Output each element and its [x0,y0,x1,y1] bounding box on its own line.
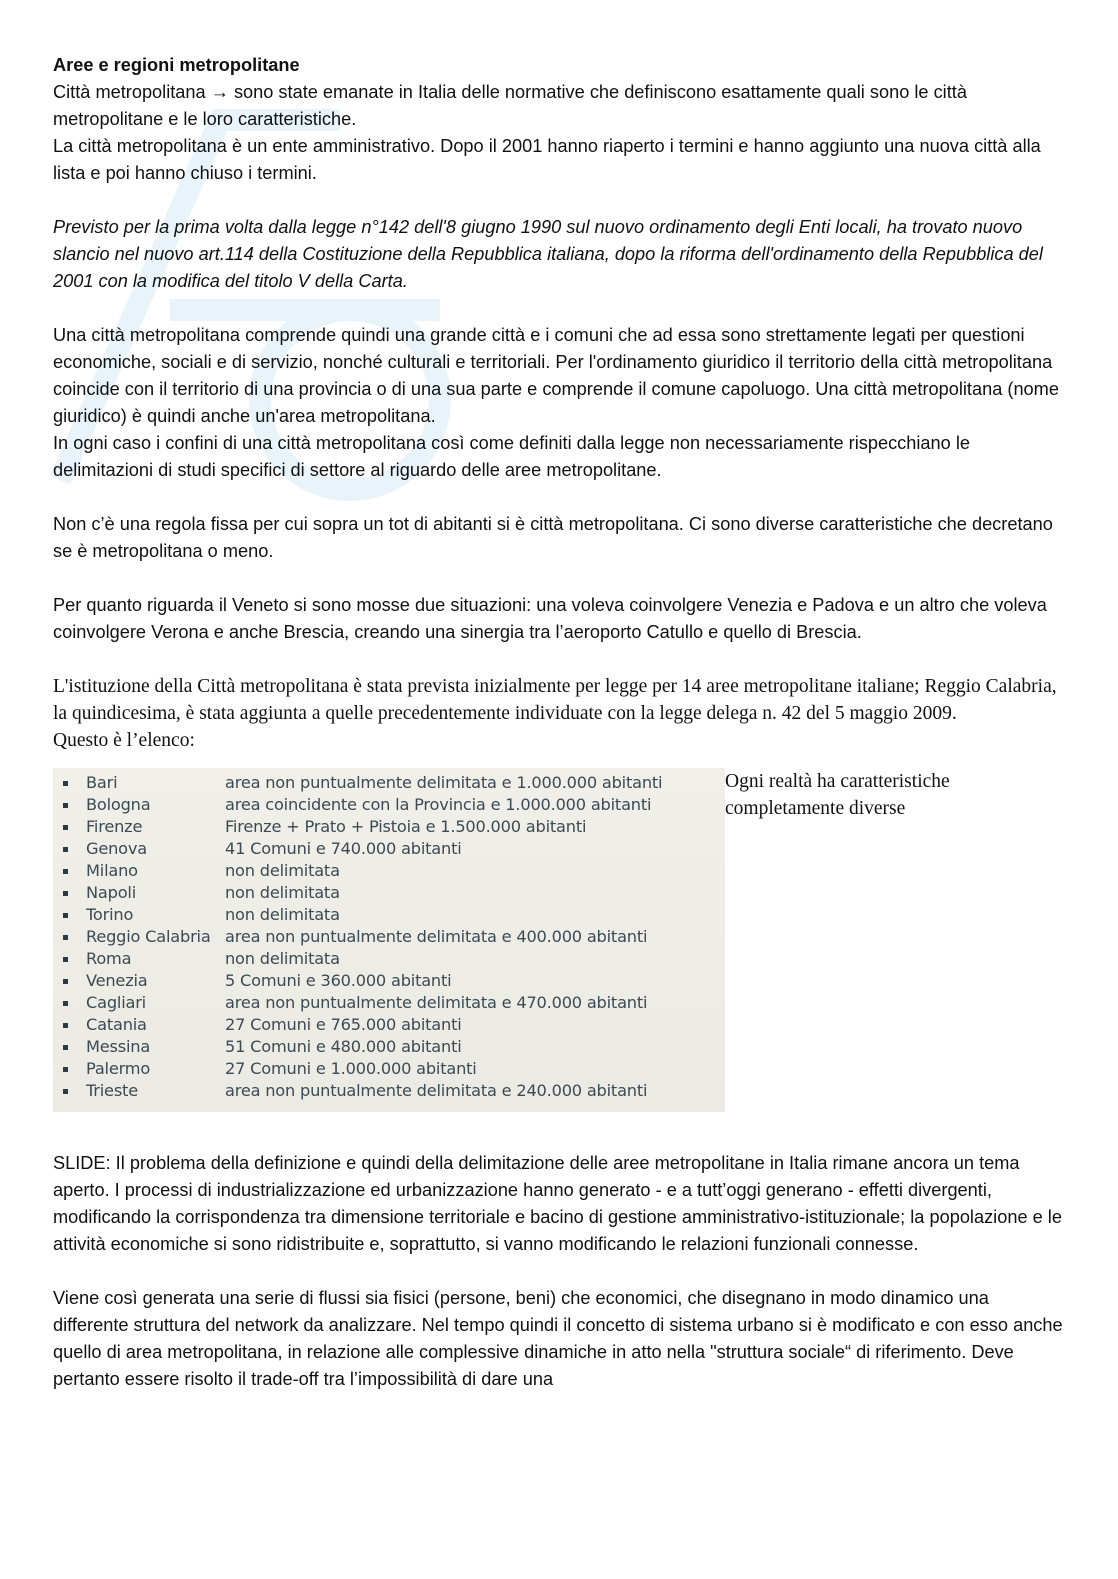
list-item [63,860,725,882]
paragraph-elenco-intro: Questo è l’elenco: [53,730,195,751]
city-name: Reggio Calabria [86,927,211,946]
bullet-icon [63,772,86,794]
city-name: Napoli [86,883,137,902]
list-item [63,794,725,816]
document-title: Aree e regioni metropolitane [53,55,300,75]
list-item [63,772,725,794]
bullet-icon [63,838,86,860]
bullet-icon [63,904,86,926]
paragraph-legge: Previsto per la prima volta dalla legge n°142 dell'8 giugno 1990 sul nuovo ordinamento degli Enti locali, ha trovato nuovo slancio nel nuovo art.114 della Costituzione della Repubblica italiana, dopo la riforma dell'ordinamento della Repubblica del 2001 con la modifica del titolo V della Carta. [53,217,1043,291]
cities-section [53,768,1065,1112]
document-page [53,52,1065,1393]
list-item [63,948,725,970]
bullet-icon [63,1036,86,1058]
city-description: non delimitata [225,883,340,902]
bullet-icon [63,970,86,992]
list-item [63,1058,725,1080]
list-item [63,904,725,926]
city-description: area non puntualmente delimitata e 1.000.000 abitanti [225,773,663,792]
city-name: Roma [86,949,132,968]
city-name: Cagliari [86,993,146,1012]
bullet-icon [63,816,86,838]
city-description: 27 Comuni e 1.000.000 abitanti [225,1059,477,1078]
bullet-icon [63,794,86,816]
city-description: 41 Comuni e 740.000 abitanti [225,839,462,858]
city-description: area non puntualmente delimitata e 470.000 abitanti [225,993,648,1012]
side-note: Ogni realtà ha caratteristiche completamente diverse [725,771,950,819]
bullet-icon [63,1014,86,1036]
paragraph-regola: Non c’è una regola fissa per cui sopra un tot di abitanti si è città metropolitana. Ci sono diverse caratteristiche che decretano se è metropolitana o meno. [53,514,1053,561]
city-description: Firenze + Prato + Pistoia e 1.500.000 abitanti [225,817,587,836]
city-description: area non puntualmente delimitata e 400.000 abitanti [225,927,648,946]
cities-list-image [53,768,725,1112]
city-name: Trieste [86,1081,138,1100]
paragraph-ente: La città metropolitana è un ente amministrativo. Dopo il 2001 hanno riaperto i termini e hanno aggiunto una nuova città alla lista e poi hanno chiuso i termini. [53,136,1041,183]
cities-list [63,772,725,1102]
list-item [63,838,725,860]
city-description: non delimitata [225,905,340,924]
list-item [63,882,725,904]
city-description: non delimitata [225,861,340,880]
paragraph-flussi: Viene così generata una serie di flussi sia fisici (persone, beni) che economici, che disegnano in modo dinamico una differente struttura del network da analizzare. Nel tempo quindi il concetto di sistema urbano si è modificato e con esso anche quello di area metropolitana, in relazione alle complessive dinamiche in atto nella "struttura sociale“ di riferimento. Deve pertanto essere risolto il trade-off tra l’impossibilità di dare una [53,1288,1063,1389]
list-item [63,970,725,992]
paragraph-slide: SLIDE: Il problema della definizione e quindi della delimitazione delle aree metropolitane in Italia rimane ancora un tema aperto. I processi di industrializzazione ed urbanizzazione hanno generato - e a tutt’oggi generano - effetti divergenti, modificando la corrispondenza tra dimensione territoriale e bacino di gestione amministrativo-istituzionale; la popolazione e le attività economiche si sono ridistribuite e, soprattutto, si vanno modificando le relazioni funzionali connesse. [53,1153,1062,1254]
paragraph-comprende: Una città metropolitana comprende quindi una grande città e i comuni che ad essa sono strettamente legati per questioni economiche, sociali e di servizio, nonché culturali e territoriali. Per l'ordinamento giuridico il territorio della città metropolitana coincide con il territorio di una provincia o di una sua parte e comprende il comune capoluogo. Una città metropolitana (nome giuridico) è quindi anche un'area metropolitana. [53,325,1059,426]
bullet-icon [63,1058,86,1080]
city-name: Venezia [86,971,148,990]
paragraph-istituzione: L'istituzione della Città metropolitana è stata prevista inizialmente per legge per 14 aree metropolitane italiane; Reggio Calabria, la quindicesima, è stata aggiunta a quelle precedentemente individuate con la legge delega n. 42 del 5 maggio 2009. [53,676,1057,724]
city-name: Catania [86,1015,147,1034]
city-name: Messina [86,1037,151,1056]
list-item [63,1080,725,1102]
bullet-icon [63,1080,86,1102]
city-description: 27 Comuni e 765.000 abitanti [225,1015,462,1034]
city-description: 51 Comuni e 480.000 abitanti [225,1037,462,1056]
list-item [63,992,725,1014]
list-item [63,1014,725,1036]
bullet-icon [63,926,86,948]
city-name: Bari [86,773,118,792]
city-name: Genova [86,839,147,858]
city-name: Torino [86,905,134,924]
paragraph-veneto: Per quanto riguarda il Veneto si sono mosse due situazioni: una voleva coinvolgere Venezia e Padova e un altro che voleva coinvolgere Verona e anche Brescia, creando una sinergia tra l’aeroporto Catullo e quello di Brescia. [53,595,1047,642]
list-item [63,816,725,838]
city-description: 5 Comuni e 360.000 abitanti [225,971,452,990]
city-description: area non puntualmente delimitata e 240.000 abitanti [225,1081,648,1100]
city-name: Bologna [86,795,151,814]
bullet-icon [63,992,86,1014]
bullet-icon [63,882,86,904]
list-item [63,926,725,948]
paragraph-confini: In ogni caso i confini di una città metropolitana così come definiti dalla legge non necessariamente rispecchiano le delimitazioni di studi specifici di settore al riguardo delle aree metropolitane. [53,433,970,480]
bullet-icon [63,860,86,882]
bullet-icon [63,948,86,970]
list-item [63,1036,725,1058]
city-description: area coincidente con la Provincia e 1.000.000 abitanti [225,795,652,814]
city-description: non delimitata [225,949,340,968]
paragraph-definition: Città metropolitana → sono state emanate in Italia delle normative che definiscono esattamente quali sono le città metropolitane e le loro caratteristiche. [53,82,967,129]
city-name: Milano [86,861,138,880]
city-name: Firenze [86,817,143,836]
city-name: Palermo [86,1059,151,1078]
